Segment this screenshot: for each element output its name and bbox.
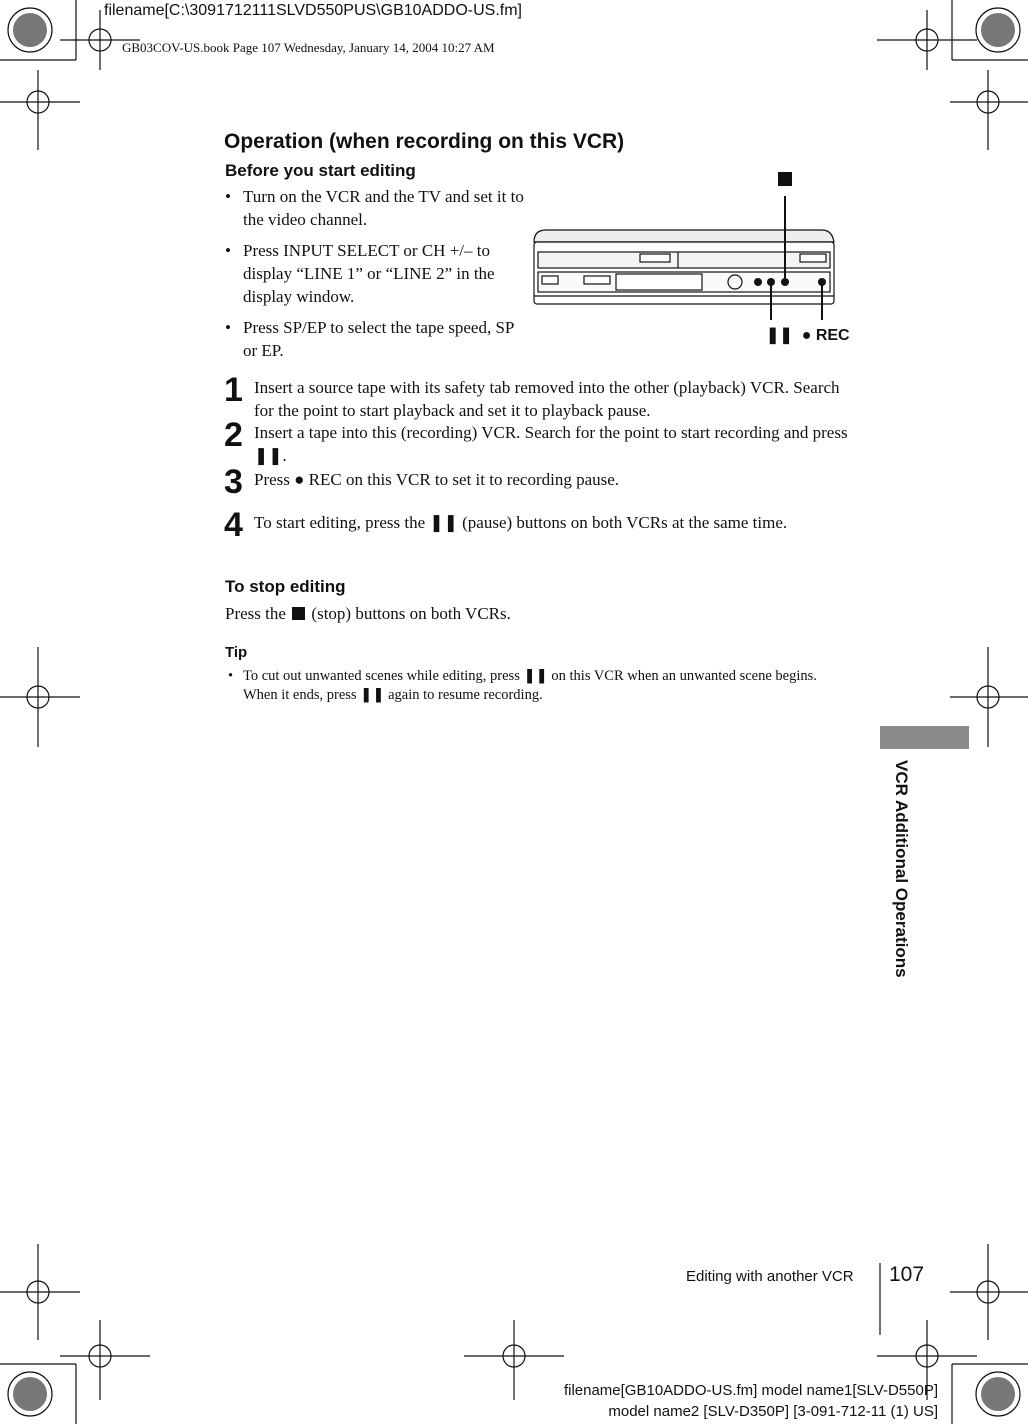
side-section-label: VCR Additional Operations [892, 760, 911, 978]
section-name: Editing with another VCR [686, 1268, 854, 1285]
footer-line-1: filename[GB10ADDO-US.fm] model name1[SLV-D550P] [563, 1382, 938, 1399]
stop-icon [778, 172, 792, 186]
stop-text: Press the (stop) buttons on both VCRs. [225, 604, 511, 623]
header-book-info: GB03COV-US.book Page 107 Wednesday, January 14, 2004 10:27 AM [122, 40, 495, 55]
page-number: 107 [889, 1263, 925, 1286]
tip-heading: Tip [225, 644, 248, 661]
step-text: To start editing, press the ❚❚ (pause) buttons on both VCRs at the same time. [254, 513, 788, 532]
step-number: 4 [224, 506, 243, 544]
tip-bullet: • [228, 668, 234, 684]
step-number: 1 [224, 371, 243, 409]
vcr-illustration [530, 170, 860, 350]
stop-icon [292, 607, 305, 620]
footer-line-2: model name2 [SLV-D350P] [3-091-712-11 (1) US] [608, 1403, 938, 1420]
tip-item [225, 667, 845, 705]
tip-text: To cut out unwanted scenes while editing, press ❚❚ on this VCR when an unwanted scene begins. When it ends, press ❚❚ again to resume recording. [243, 668, 817, 703]
step-number: 2 [224, 416, 243, 454]
rec-label: ● REC [801, 327, 850, 344]
before-heading: Before you start editing [225, 161, 416, 180]
page-title: Operation (when recording on this VCR) [224, 130, 625, 153]
section-tab [880, 726, 969, 749]
before-list [225, 185, 525, 370]
header-filename: filename[C:\3091712111SLVD550PUS\GB10ADDO-US.fm] [104, 2, 522, 19]
stop-heading: To stop editing [225, 577, 346, 596]
list-item: • Press SP/EP to select the tape speed, SP or EP. [225, 316, 525, 362]
step-text: Insert a source tape with its safety tab removed into the other (playback) VCR. Search for the point to start playback and set it to playback pause. [254, 378, 840, 420]
step-text: Insert a tape into this (recording) VCR. Search for the point to start recording and press ❚❚. [254, 423, 848, 465]
list-item: • Press INPUT SELECT or CH +/– to display “LINE 1” or “LINE 2” in the display window. [225, 239, 525, 308]
step-number: 3 [224, 463, 243, 501]
pause-label: ❚❚ [766, 327, 793, 344]
step-text: Press ● REC on this VCR to set it to recording pause. [254, 470, 620, 489]
pause-rec-label [766, 325, 850, 345]
list-item: • Turn on the VCR and the TV and set it to the video channel. [225, 185, 525, 231]
